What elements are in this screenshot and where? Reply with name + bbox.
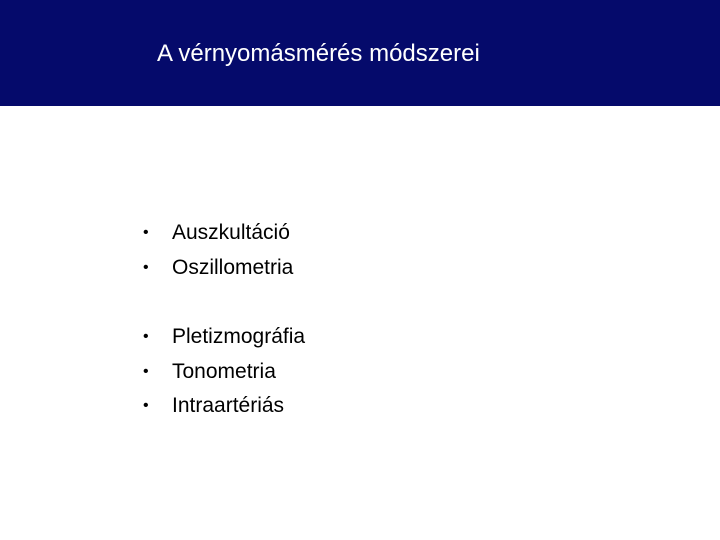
bullet-list-secondary [143,320,305,424]
bullet-icon: • [143,258,149,276]
list-item [143,355,305,390]
list-item [143,251,293,286]
list-item [143,389,305,424]
list-item [143,320,305,355]
list-item-label: Auszkultáció [172,221,290,244]
list-item-label: Tonometria [172,359,276,383]
bullet-icon: • [143,224,149,241]
bullet-icon: • [143,397,149,414]
list-item-label: Oszillometria [172,255,294,279]
list-item-label: Intraartériás [172,394,285,417]
list-item [143,216,293,251]
title-bar [0,0,720,106]
bullet-icon: • [143,328,149,345]
bullet-icon: • [143,362,149,380]
bullet-list-primary [143,216,293,285]
slide-title: A vérnyomásmérés módszerei [157,40,480,67]
list-item-label: Pletizmográfia [172,325,306,348]
